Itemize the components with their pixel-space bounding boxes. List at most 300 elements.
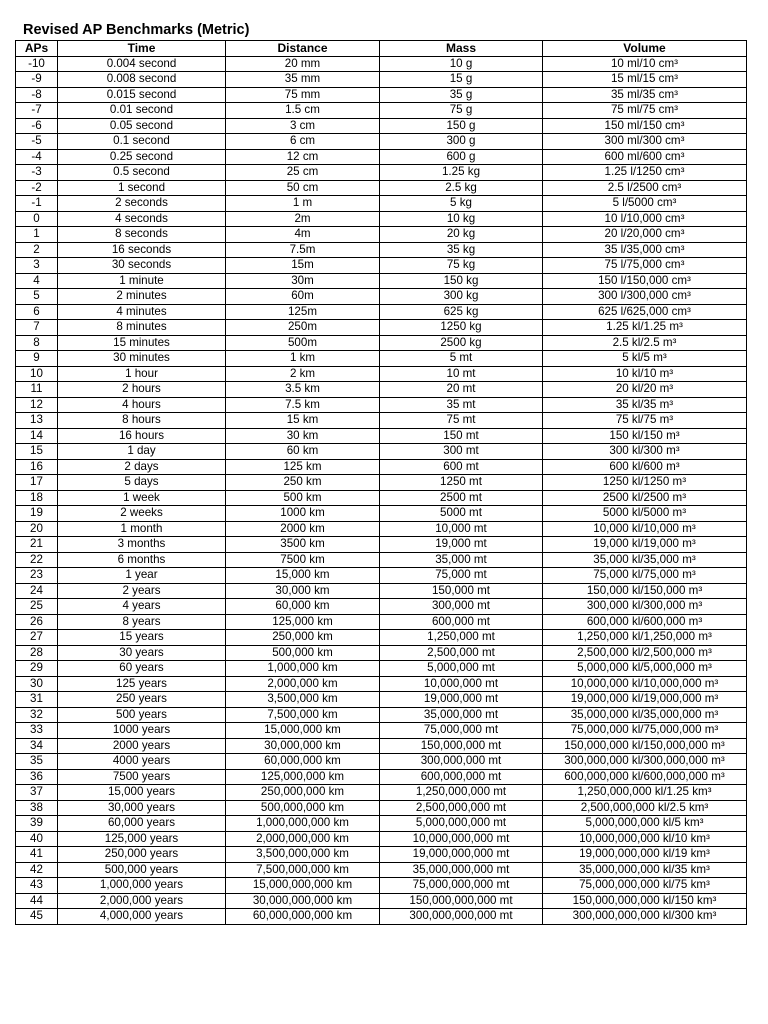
- distance-cell: 75 mm: [226, 87, 380, 103]
- mass-cell: 2500 kg: [380, 335, 543, 351]
- table-row: [16, 242, 747, 258]
- aps-cell: 6: [16, 304, 58, 320]
- table-row: [16, 909, 747, 925]
- table-row: [16, 397, 747, 413]
- distance-cell: 250m: [226, 320, 380, 336]
- time-cell: 30 minutes: [58, 351, 226, 367]
- time-cell: 4 seconds: [58, 211, 226, 227]
- volume-cell: 19,000,000 kl/19,000,000 m³: [543, 692, 747, 708]
- distance-cell: 7,500,000 km: [226, 707, 380, 723]
- mass-cell: 2,500,000,000 mt: [380, 800, 543, 816]
- distance-cell: 30,000,000 km: [226, 738, 380, 754]
- volume-cell: 1,250,000 kl/1,250,000 m³: [543, 630, 747, 646]
- table-row: [16, 165, 747, 181]
- volume-cell: 35,000,000 kl/35,000,000 m³: [543, 707, 747, 723]
- distance-cell: 50 cm: [226, 180, 380, 196]
- mass-cell: 5000 mt: [380, 506, 543, 522]
- table-row: [16, 630, 747, 646]
- table-row: [16, 320, 747, 336]
- table-row: [16, 134, 747, 150]
- time-cell: 0.008 second: [58, 72, 226, 88]
- mass-cell: 35,000,000 mt: [380, 707, 543, 723]
- distance-cell: 3.5 km: [226, 382, 380, 398]
- time-cell: 2000 years: [58, 738, 226, 754]
- volume-cell: 19,000 kl/19,000 m³: [543, 537, 747, 553]
- distance-cell: 125 km: [226, 459, 380, 475]
- table-row: [16, 56, 747, 72]
- mass-cell: 2,500,000 mt: [380, 645, 543, 661]
- table-row: [16, 335, 747, 351]
- mass-cell: 10,000 mt: [380, 521, 543, 537]
- distance-cell: 60m: [226, 289, 380, 305]
- time-cell: 4 minutes: [58, 304, 226, 320]
- table-body: [16, 56, 747, 924]
- table-row: [16, 831, 747, 847]
- distance-cell: 30 km: [226, 428, 380, 444]
- header-volume: Volume: [543, 41, 747, 57]
- time-cell: 0.5 second: [58, 165, 226, 181]
- distance-cell: 3,500,000,000 km: [226, 847, 380, 863]
- volume-cell: 300 kl/300 m³: [543, 444, 747, 460]
- time-cell: 8 seconds: [58, 227, 226, 243]
- distance-cell: 250,000,000 km: [226, 785, 380, 801]
- volume-cell: 300,000 kl/300,000 m³: [543, 599, 747, 615]
- aps-cell: 30: [16, 676, 58, 692]
- aps-cell: 5: [16, 289, 58, 305]
- volume-cell: 75,000 kl/75,000 m³: [543, 568, 747, 584]
- time-cell: 2 minutes: [58, 289, 226, 305]
- mass-cell: 1250 mt: [380, 475, 543, 491]
- mass-cell: 15 g: [380, 72, 543, 88]
- distance-cell: 15m: [226, 258, 380, 274]
- distance-cell: 60 km: [226, 444, 380, 460]
- mass-cell: 10 kg: [380, 211, 543, 227]
- aps-cell: 22: [16, 552, 58, 568]
- volume-cell: 300,000,000 kl/300,000,000 m³: [543, 754, 747, 770]
- volume-cell: 600,000,000 kl/600,000,000 m³: [543, 769, 747, 785]
- distance-cell: 1000 km: [226, 506, 380, 522]
- volume-cell: 5,000,000 kl/5,000,000 m³: [543, 661, 747, 677]
- aps-cell: 13: [16, 413, 58, 429]
- time-cell: 0.01 second: [58, 103, 226, 119]
- volume-cell: 625 l/625,000 cm³: [543, 304, 747, 320]
- time-cell: 2 weeks: [58, 506, 226, 522]
- distance-cell: 30,000 km: [226, 583, 380, 599]
- volume-cell: 150,000 kl/150,000 m³: [543, 583, 747, 599]
- mass-cell: 19,000,000 mt: [380, 692, 543, 708]
- aps-cell: 45: [16, 909, 58, 925]
- header-row: [16, 41, 747, 57]
- time-cell: 1 month: [58, 521, 226, 537]
- time-cell: 1 second: [58, 180, 226, 196]
- volume-cell: 2500 kl/2500 m³: [543, 490, 747, 506]
- mass-cell: 75,000,000 mt: [380, 723, 543, 739]
- table-row: [16, 676, 747, 692]
- volume-cell: 35,000 kl/35,000 m³: [543, 552, 747, 568]
- header-distance: Distance: [226, 41, 380, 57]
- aps-cell: -8: [16, 87, 58, 103]
- table-row: [16, 754, 747, 770]
- aps-cell: -7: [16, 103, 58, 119]
- time-cell: 8 minutes: [58, 320, 226, 336]
- table-row: [16, 785, 747, 801]
- time-cell: 15,000 years: [58, 785, 226, 801]
- table-row: [16, 661, 747, 677]
- volume-cell: 150 ml/150 cm³: [543, 118, 747, 134]
- time-cell: 16 hours: [58, 428, 226, 444]
- mass-cell: 5,000,000 mt: [380, 661, 543, 677]
- distance-cell: 250 km: [226, 475, 380, 491]
- mass-cell: 19,000 mt: [380, 537, 543, 553]
- volume-cell: 75 l/75,000 cm³: [543, 258, 747, 274]
- time-cell: 0.1 second: [58, 134, 226, 150]
- mass-cell: 600 g: [380, 149, 543, 165]
- table-row: [16, 614, 747, 630]
- time-cell: 4,000,000 years: [58, 909, 226, 925]
- aps-cell: 42: [16, 862, 58, 878]
- mass-cell: 5 kg: [380, 196, 543, 212]
- aps-cell: 24: [16, 583, 58, 599]
- time-cell: 3 months: [58, 537, 226, 553]
- mass-cell: 150,000,000 mt: [380, 738, 543, 754]
- distance-cell: 15,000,000 km: [226, 723, 380, 739]
- table-row: [16, 506, 747, 522]
- mass-cell: 300,000 mt: [380, 599, 543, 615]
- volume-cell: 1250 kl/1250 m³: [543, 475, 747, 491]
- mass-cell: 10 g: [380, 56, 543, 72]
- distance-cell: 4m: [226, 227, 380, 243]
- table-row: [16, 459, 747, 475]
- mass-cell: 150 kg: [380, 273, 543, 289]
- mass-cell: 150,000,000,000 mt: [380, 893, 543, 909]
- aps-cell: 7: [16, 320, 58, 336]
- mass-cell: 300 mt: [380, 444, 543, 460]
- mass-cell: 35,000,000,000 mt: [380, 862, 543, 878]
- mass-cell: 300 g: [380, 134, 543, 150]
- mass-cell: 19,000,000,000 mt: [380, 847, 543, 863]
- distance-cell: 3,500,000 km: [226, 692, 380, 708]
- volume-cell: 10,000,000,000 kl/10 km³: [543, 831, 747, 847]
- aps-cell: 32: [16, 707, 58, 723]
- table-row: [16, 521, 747, 537]
- aps-cell: -3: [16, 165, 58, 181]
- table-row: [16, 118, 747, 134]
- table-row: [16, 196, 747, 212]
- mass-cell: 600,000 mt: [380, 614, 543, 630]
- mass-cell: 1,250,000 mt: [380, 630, 543, 646]
- table-row: [16, 583, 747, 599]
- time-cell: 4 years: [58, 599, 226, 615]
- volume-cell: 35 l/35,000 cm³: [543, 242, 747, 258]
- aps-cell: 4: [16, 273, 58, 289]
- distance-cell: 2 km: [226, 366, 380, 382]
- time-cell: 8 hours: [58, 413, 226, 429]
- aps-cell: 35: [16, 754, 58, 770]
- distance-cell: 125,000,000 km: [226, 769, 380, 785]
- distance-cell: 2,000,000 km: [226, 676, 380, 692]
- header-time: Time: [58, 41, 226, 57]
- time-cell: 0.015 second: [58, 87, 226, 103]
- mass-cell: 35,000 mt: [380, 552, 543, 568]
- volume-cell: 2,500,000 kl/2,500,000 m³: [543, 645, 747, 661]
- distance-cell: 20 mm: [226, 56, 380, 72]
- table-row: [16, 692, 747, 708]
- table-row: [16, 180, 747, 196]
- table-row: [16, 72, 747, 88]
- distance-cell: 6 cm: [226, 134, 380, 150]
- header-mass: Mass: [380, 41, 543, 57]
- time-cell: 250,000 years: [58, 847, 226, 863]
- aps-cell: 38: [16, 800, 58, 816]
- distance-cell: 500 km: [226, 490, 380, 506]
- time-cell: 16 seconds: [58, 242, 226, 258]
- volume-cell: 35 ml/35 cm³: [543, 87, 747, 103]
- volume-cell: 150,000,000 kl/150,000,000 m³: [543, 738, 747, 754]
- aps-cell: 29: [16, 661, 58, 677]
- mass-cell: 625 kg: [380, 304, 543, 320]
- table-row: [16, 816, 747, 832]
- time-cell: 4 hours: [58, 397, 226, 413]
- distance-cell: 1.5 cm: [226, 103, 380, 119]
- time-cell: 8 years: [58, 614, 226, 630]
- time-cell: 6 months: [58, 552, 226, 568]
- distance-cell: 2,000,000,000 km: [226, 831, 380, 847]
- volume-cell: 10 ml/10 cm³: [543, 56, 747, 72]
- time-cell: 30 years: [58, 645, 226, 661]
- aps-cell: 0: [16, 211, 58, 227]
- table-row: [16, 800, 747, 816]
- time-cell: 7500 years: [58, 769, 226, 785]
- volume-cell: 10,000 kl/10,000 m³: [543, 521, 747, 537]
- aps-cell: -10: [16, 56, 58, 72]
- time-cell: 30,000 years: [58, 800, 226, 816]
- table-row: [16, 444, 747, 460]
- time-cell: 250 years: [58, 692, 226, 708]
- aps-cell: -2: [16, 180, 58, 196]
- table-row: [16, 227, 747, 243]
- mass-cell: 35 mt: [380, 397, 543, 413]
- time-cell: 0.004 second: [58, 56, 226, 72]
- distance-cell: 500,000 km: [226, 645, 380, 661]
- table-row: [16, 382, 747, 398]
- table-row: [16, 862, 747, 878]
- volume-cell: 10 kl/10 m³: [543, 366, 747, 382]
- volume-cell: 2,500,000,000 kl/2.5 km³: [543, 800, 747, 816]
- aps-cell: 37: [16, 785, 58, 801]
- aps-cell: 12: [16, 397, 58, 413]
- distance-cell: 30,000,000,000 km: [226, 893, 380, 909]
- mass-cell: 150 mt: [380, 428, 543, 444]
- volume-cell: 15 ml/15 cm³: [543, 72, 747, 88]
- time-cell: 2,000,000 years: [58, 893, 226, 909]
- time-cell: 15 years: [58, 630, 226, 646]
- volume-cell: 2.5 l/2500 cm³: [543, 180, 747, 196]
- volume-cell: 150,000,000,000 kl/150 km³: [543, 893, 747, 909]
- mass-cell: 2.5 kg: [380, 180, 543, 196]
- distance-cell: 15,000,000,000 km: [226, 878, 380, 894]
- table-row: [16, 413, 747, 429]
- table-row: [16, 738, 747, 754]
- mass-cell: 75 kg: [380, 258, 543, 274]
- aps-cell: 17: [16, 475, 58, 491]
- time-cell: 4000 years: [58, 754, 226, 770]
- table-row: [16, 645, 747, 661]
- volume-cell: 5000 kl/5000 m³: [543, 506, 747, 522]
- table-row: [16, 475, 747, 491]
- aps-cell: 11: [16, 382, 58, 398]
- volume-cell: 10 l/10,000 cm³: [543, 211, 747, 227]
- table-row: [16, 304, 747, 320]
- mass-cell: 20 kg: [380, 227, 543, 243]
- time-cell: 500 years: [58, 707, 226, 723]
- time-cell: 30 seconds: [58, 258, 226, 274]
- mass-cell: 10,000,000 mt: [380, 676, 543, 692]
- aps-cell: 8: [16, 335, 58, 351]
- volume-cell: 2.5 kl/2.5 m³: [543, 335, 747, 351]
- table-row: [16, 893, 747, 909]
- distance-cell: 1 m: [226, 196, 380, 212]
- distance-cell: 7.5 km: [226, 397, 380, 413]
- distance-cell: 1,000,000,000 km: [226, 816, 380, 832]
- mass-cell: 150,000 mt: [380, 583, 543, 599]
- aps-cell: 36: [16, 769, 58, 785]
- mass-cell: 20 mt: [380, 382, 543, 398]
- volume-cell: 150 l/150,000 cm³: [543, 273, 747, 289]
- aps-cell: -4: [16, 149, 58, 165]
- volume-cell: 5 l/5000 cm³: [543, 196, 747, 212]
- table-row: [16, 258, 747, 274]
- volume-cell: 75,000,000 kl/75,000,000 m³: [543, 723, 747, 739]
- distance-cell: 35 mm: [226, 72, 380, 88]
- table-row: [16, 490, 747, 506]
- time-cell: 1,000,000 years: [58, 878, 226, 894]
- volume-cell: 600 ml/600 cm³: [543, 149, 747, 165]
- mass-cell: 300,000,000 mt: [380, 754, 543, 770]
- distance-cell: 15,000 km: [226, 568, 380, 584]
- distance-cell: 1,000,000 km: [226, 661, 380, 677]
- time-cell: 1 day: [58, 444, 226, 460]
- volume-cell: 75 kl/75 m³: [543, 413, 747, 429]
- mass-cell: 150 g: [380, 118, 543, 134]
- table-row: [16, 537, 747, 553]
- time-cell: 2 seconds: [58, 196, 226, 212]
- distance-cell: 2m: [226, 211, 380, 227]
- time-cell: 1 year: [58, 568, 226, 584]
- mass-cell: 10 mt: [380, 366, 543, 382]
- distance-cell: 12 cm: [226, 149, 380, 165]
- volume-cell: 5,000,000,000 kl/5 km³: [543, 816, 747, 832]
- distance-cell: 7500 km: [226, 552, 380, 568]
- aps-cell: 1: [16, 227, 58, 243]
- distance-cell: 3 cm: [226, 118, 380, 134]
- aps-cell: 31: [16, 692, 58, 708]
- aps-cell: 10: [16, 366, 58, 382]
- mass-cell: 35 g: [380, 87, 543, 103]
- time-cell: 125 years: [58, 676, 226, 692]
- table-row: [16, 428, 747, 444]
- time-cell: 5 days: [58, 475, 226, 491]
- table-row: [16, 87, 747, 103]
- distance-cell: 25 cm: [226, 165, 380, 181]
- time-cell: 15 minutes: [58, 335, 226, 351]
- aps-cell: -5: [16, 134, 58, 150]
- volume-cell: 300,000,000,000 kl/300 km³: [543, 909, 747, 925]
- volume-cell: 20 kl/20 m³: [543, 382, 747, 398]
- aps-cell: 25: [16, 599, 58, 615]
- mass-cell: 1,250,000,000 mt: [380, 785, 543, 801]
- aps-cell: 9: [16, 351, 58, 367]
- aps-cell: 18: [16, 490, 58, 506]
- aps-cell: 26: [16, 614, 58, 630]
- document-title: Revised AP Benchmarks (Metric): [23, 22, 250, 38]
- distance-cell: 60,000 km: [226, 599, 380, 615]
- volume-cell: 20 l/20,000 cm³: [543, 227, 747, 243]
- aps-cell: 39: [16, 816, 58, 832]
- aps-cell: 44: [16, 893, 58, 909]
- volume-cell: 600,000 kl/600,000 m³: [543, 614, 747, 630]
- time-cell: 0.25 second: [58, 149, 226, 165]
- aps-cell: 3: [16, 258, 58, 274]
- distance-cell: 30m: [226, 273, 380, 289]
- table-row: [16, 568, 747, 584]
- volume-cell: 10,000,000 kl/10,000,000 m³: [543, 676, 747, 692]
- distance-cell: 3500 km: [226, 537, 380, 553]
- aps-cell: 16: [16, 459, 58, 475]
- table-row: [16, 878, 747, 894]
- table-row: [16, 552, 747, 568]
- table-row: [16, 211, 747, 227]
- aps-cell: 41: [16, 847, 58, 863]
- volume-cell: 35,000,000,000 kl/35 km³: [543, 862, 747, 878]
- distance-cell: 15 km: [226, 413, 380, 429]
- time-cell: 1 minute: [58, 273, 226, 289]
- time-cell: 1 week: [58, 490, 226, 506]
- mass-cell: 35 kg: [380, 242, 543, 258]
- volume-cell: 75 ml/75 cm³: [543, 103, 747, 119]
- table-row: [16, 351, 747, 367]
- volume-cell: 300 ml/300 cm³: [543, 134, 747, 150]
- volume-cell: 1,250,000,000 kl/1.25 km³: [543, 785, 747, 801]
- distance-cell: 60,000,000,000 km: [226, 909, 380, 925]
- table-row: [16, 723, 747, 739]
- time-cell: 60 years: [58, 661, 226, 677]
- aps-cell: 21: [16, 537, 58, 553]
- mass-cell: 600 mt: [380, 459, 543, 475]
- table-row: [16, 273, 747, 289]
- aps-cell: 20: [16, 521, 58, 537]
- distance-cell: 60,000,000 km: [226, 754, 380, 770]
- aps-cell: -9: [16, 72, 58, 88]
- volume-cell: 600 kl/600 m³: [543, 459, 747, 475]
- volume-cell: 75,000,000,000 kl/75 km³: [543, 878, 747, 894]
- time-cell: 125,000 years: [58, 831, 226, 847]
- mass-cell: 5,000,000,000 mt: [380, 816, 543, 832]
- table-row: [16, 847, 747, 863]
- volume-cell: 35 kl/35 m³: [543, 397, 747, 413]
- time-cell: 0.05 second: [58, 118, 226, 134]
- mass-cell: 10,000,000,000 mt: [380, 831, 543, 847]
- aps-cell: 40: [16, 831, 58, 847]
- aps-cell: 27: [16, 630, 58, 646]
- aps-cell: -1: [16, 196, 58, 212]
- distance-cell: 2000 km: [226, 521, 380, 537]
- mass-cell: 2500 mt: [380, 490, 543, 506]
- mass-cell: 75,000 mt: [380, 568, 543, 584]
- volume-cell: 150 kl/150 m³: [543, 428, 747, 444]
- table-row: [16, 289, 747, 305]
- aps-cell: 28: [16, 645, 58, 661]
- volume-cell: 5 kl/5 m³: [543, 351, 747, 367]
